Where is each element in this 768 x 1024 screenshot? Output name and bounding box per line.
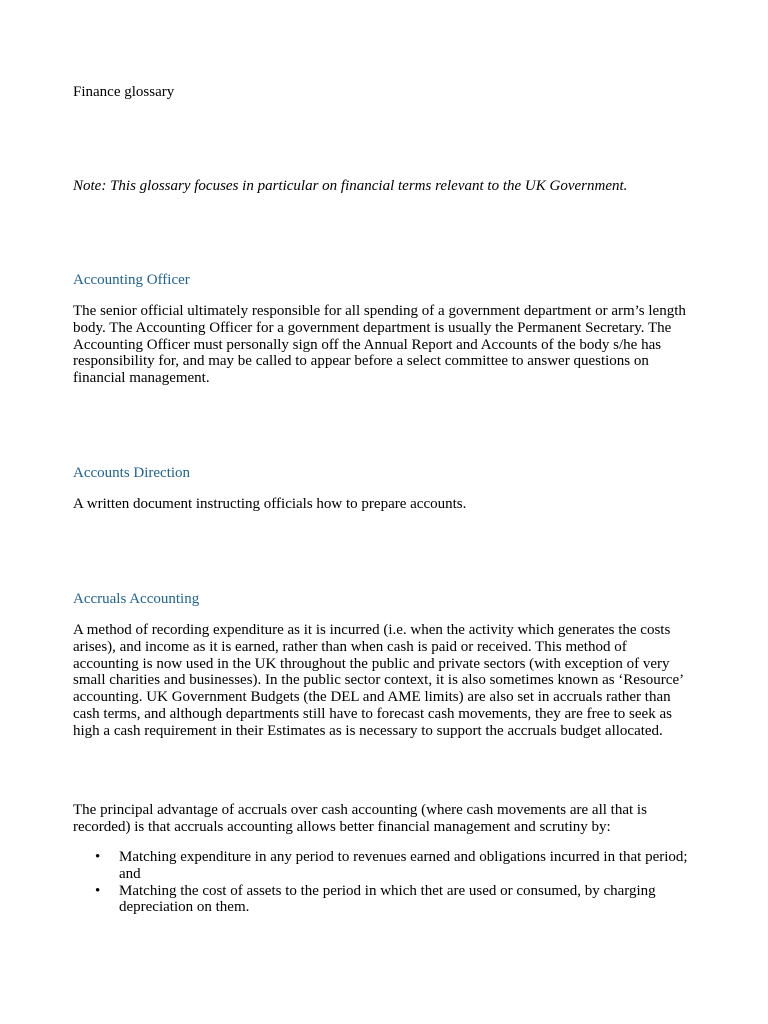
definition-accounting-officer: The senior official ultimately responsible for all spending of a government department or arm’s length body. The Accounting Officer for a government department is usually the Permanent Secretary. The Accounting Officer must personally sign off the Annual Report and Accounts of the body s/he has responsibility for, and may be called to appear before a select committee to answer questions on financial management. bbox=[73, 303, 686, 387]
term-heading-accounting-officer: Accounting Officer bbox=[73, 272, 190, 288]
bullet-icon: • bbox=[95, 849, 101, 865]
document-title: Finance glossary bbox=[73, 84, 175, 100]
accruals-advantage-paragraph: The principal advantage of accruals over cash accounting (where cash movements are all that is recorded) is that accruals accounting allows better financial management and scrutiny by: bbox=[73, 802, 647, 835]
list-item-text: Matching expenditure in any period to revenues earned and obligations incurred in that period; and bbox=[119, 849, 688, 882]
definition-accounts-direction: A written document instructing officials how to prepare accounts. bbox=[73, 496, 467, 512]
accruals-advantage-list bbox=[73, 849, 695, 916]
list-item-text: Matching the cost of assets to the period in which thet are used or consumed, by charging depreciation on them. bbox=[119, 882, 656, 916]
list-item bbox=[73, 849, 695, 883]
bullet-icon: • bbox=[95, 882, 101, 899]
term-heading-accruals-accounting: Accruals Accounting bbox=[73, 591, 200, 607]
term-heading-accounts-direction: Accounts Direction bbox=[73, 465, 191, 481]
glossary-note: Note: This glossary focuses in particular on financial terms relevant to the UK Government. bbox=[73, 178, 628, 194]
list-item bbox=[73, 883, 695, 917]
definition-accruals-accounting: A method of recording expenditure as it is incurred (i.e. when the activity which generates the costs arises), and income as it is earned, rather than when cash is paid or received. This method of accounting is now used in the UK throughout the public and private sectors (with exception of very small charities and businesses). In the public sector context, it is also sometimes known as ‘Resource’ accounting. UK Government Budgets (the DEL and AME limits) are also set in accruals rather than cash terms, and although departments still have to forecast cash movements, they are free to seek as high a cash requirement in their Estimates as is necessary to support the accruals budget allocated. bbox=[73, 622, 683, 739]
